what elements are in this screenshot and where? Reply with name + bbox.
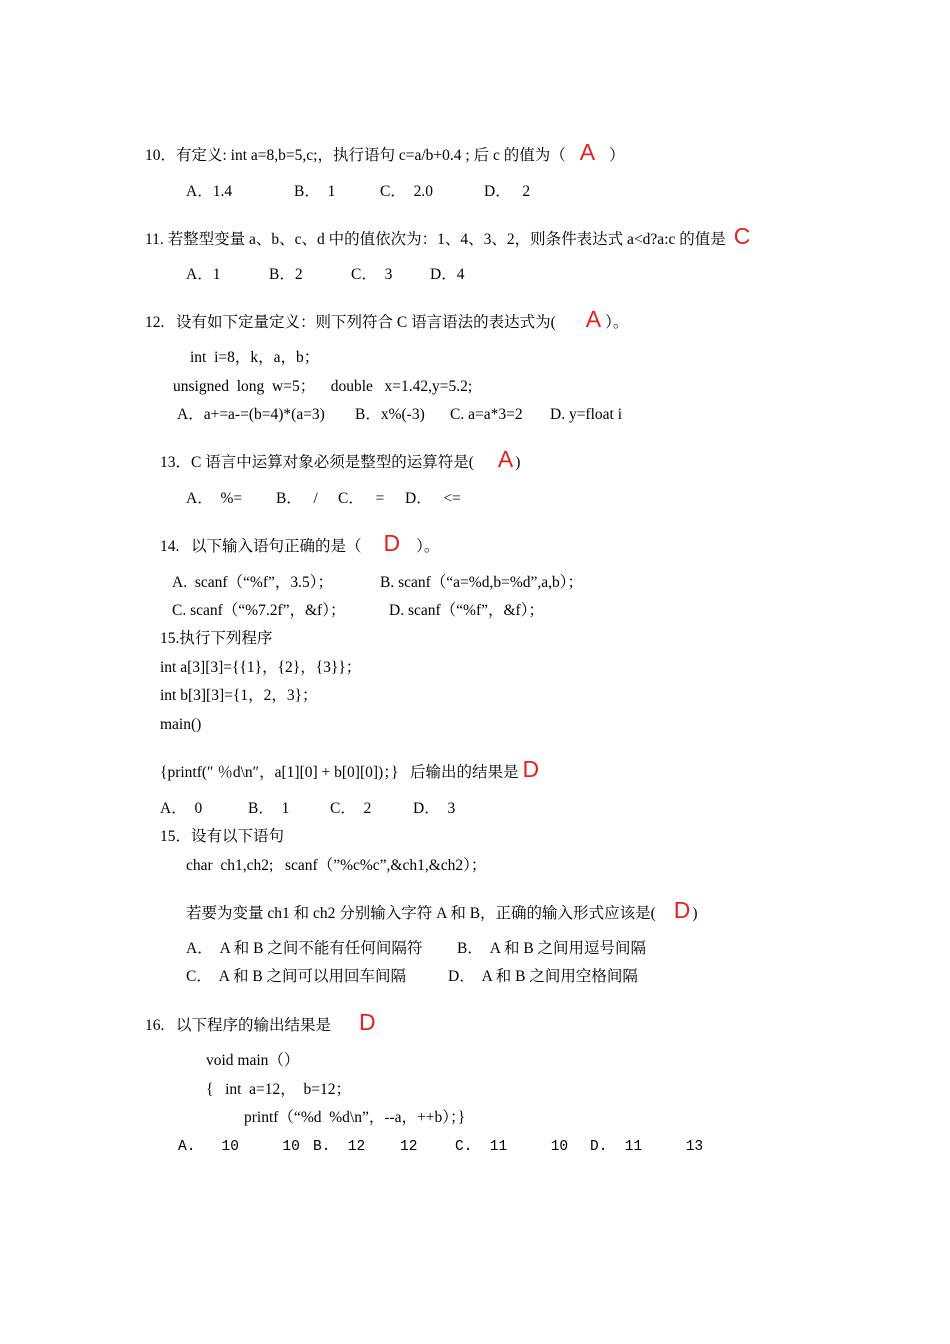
q13-answer: A [497,446,514,472]
q14-option-c: C. scanf（“%7.2f”，&f）； [172,602,346,619]
q16-option-b: B. 12 12 [313,1139,418,1155]
q15b-option-c: C． A 和 B 之间可以用回车间隔 [186,968,407,985]
q15b-stem: 15．设有以下语句 [160,828,285,845]
q12-code-line-2: unsigned long w=5； double x=1.42,y=5.2; [173,378,473,395]
q13-option-b: B． / [276,490,318,507]
q10-option-a: A．1.4 [186,183,233,200]
q15a-code-line-2: int b[3][3]={1，2，3}； [160,687,318,704]
q15a-code-line-3: main() [160,716,202,733]
q14-answer: D [383,530,401,556]
q15b-code: char ch1,ch2; scanf（”%c%c”,&ch1,&ch2）； [186,857,487,874]
q11-stem: 11. 若整型变量 a、b、c、d 中的值依次为：1、4、3、2，则条件表达式 a<d?a:c 的值是 C [145,223,751,249]
q12-option-b: B．x%(-3) [355,406,425,423]
q10-option-c: C． 2.0 [380,183,433,200]
q14-stem: 14. 以下输入语句正确的是（ D ）。 [160,530,440,556]
q15b-answer: D [673,897,691,923]
q13-option-a: A． %= [186,490,243,507]
q16-stem: 16. 以下程序的输出结果是 D [145,1009,376,1035]
q13-option-d: D． <= [405,490,461,507]
q16-code-line-3: printf（“%d %d\n”，--a，++b）；} [244,1109,466,1126]
q15a-code-line-1: int a[3][3]={{1}，{2}，{3}}； [160,659,362,676]
q10-answer: A [579,139,596,165]
q15b-option-d: D． A 和 B 之间用空格间隔 [448,968,638,985]
q15a-last-line: {printf(″ ％d\n″，a[1][0] + b[0][0])；} 后输出的结果是 D [160,756,540,782]
q16-option-a: A. 10 10 [178,1139,300,1155]
q12-option-a: A．a+=a-=(b=4)*(a=3) [177,406,325,423]
q10-option-b: B． 1 [294,183,336,200]
q11-option-a: A．1 [186,266,221,283]
q15b-option-a: A． A 和 B 之间不能有任何间隔符 [186,940,423,957]
q14-option-d: D. scanf（“%f”，&f）； [389,602,544,619]
q16-option-c: C. 11 10 [455,1139,569,1155]
q12-stem: 12. 设有如下定量定义：则下列符合 C 语言语法的表达式为( A ）。 [145,306,629,332]
q14-option-a: A. scanf（“%f”，3.5）； [172,574,333,591]
q16-option-d: D. 11 13 [590,1139,704,1155]
q15a-stem: 15.执行下列程序 [160,630,273,647]
q11-option-d: D．4 [430,266,465,283]
q12-code-line-1: int i=8，k，a，b； [190,349,320,366]
q13-option-c: C． = [338,490,385,507]
q15a-option-b: B． 1 [248,800,290,817]
q14-option-b: B. scanf（“a=%d,b=%d”,a,b）； [380,574,583,591]
q15b-option-b: B． A 和 B 之间用逗号间隔 [457,940,647,957]
q11-option-b: B．2 [269,266,303,283]
q15a-answer: D [522,756,540,782]
q10-stem: 10．有定义: int a=8,b=5,c;，执行语句 c=a/b+0.4 ; 后 c 的值为（ A ） [145,139,625,165]
q11-option-c: C． 3 [351,266,393,283]
q15a-option-d: D． 3 [413,800,456,817]
q12-option-c: C. a=a*3=2 [450,406,523,423]
q15a-option-a: A． 0 [160,800,203,817]
q16-answer: D [359,1009,376,1035]
q16-code-line-1: void main（） [206,1052,300,1069]
q15a-option-c: C． 2 [330,800,372,817]
q16-code-line-2: { int a=12， b=12； [206,1081,352,1098]
q11-answer: C [733,223,751,249]
q12-answer: A [585,306,602,332]
q12-option-d: D. y=float i [550,406,623,423]
q10-option-d: D． 2 [484,183,531,200]
q13-stem: 13．C 语言中运算对象必须是整型的运算符是( A ) [160,446,521,472]
q15b-question: 若要为变量 ch1 和 ch2 分别输入字符 A 和 B，正确的输入形式应该是( D ) [186,897,698,923]
